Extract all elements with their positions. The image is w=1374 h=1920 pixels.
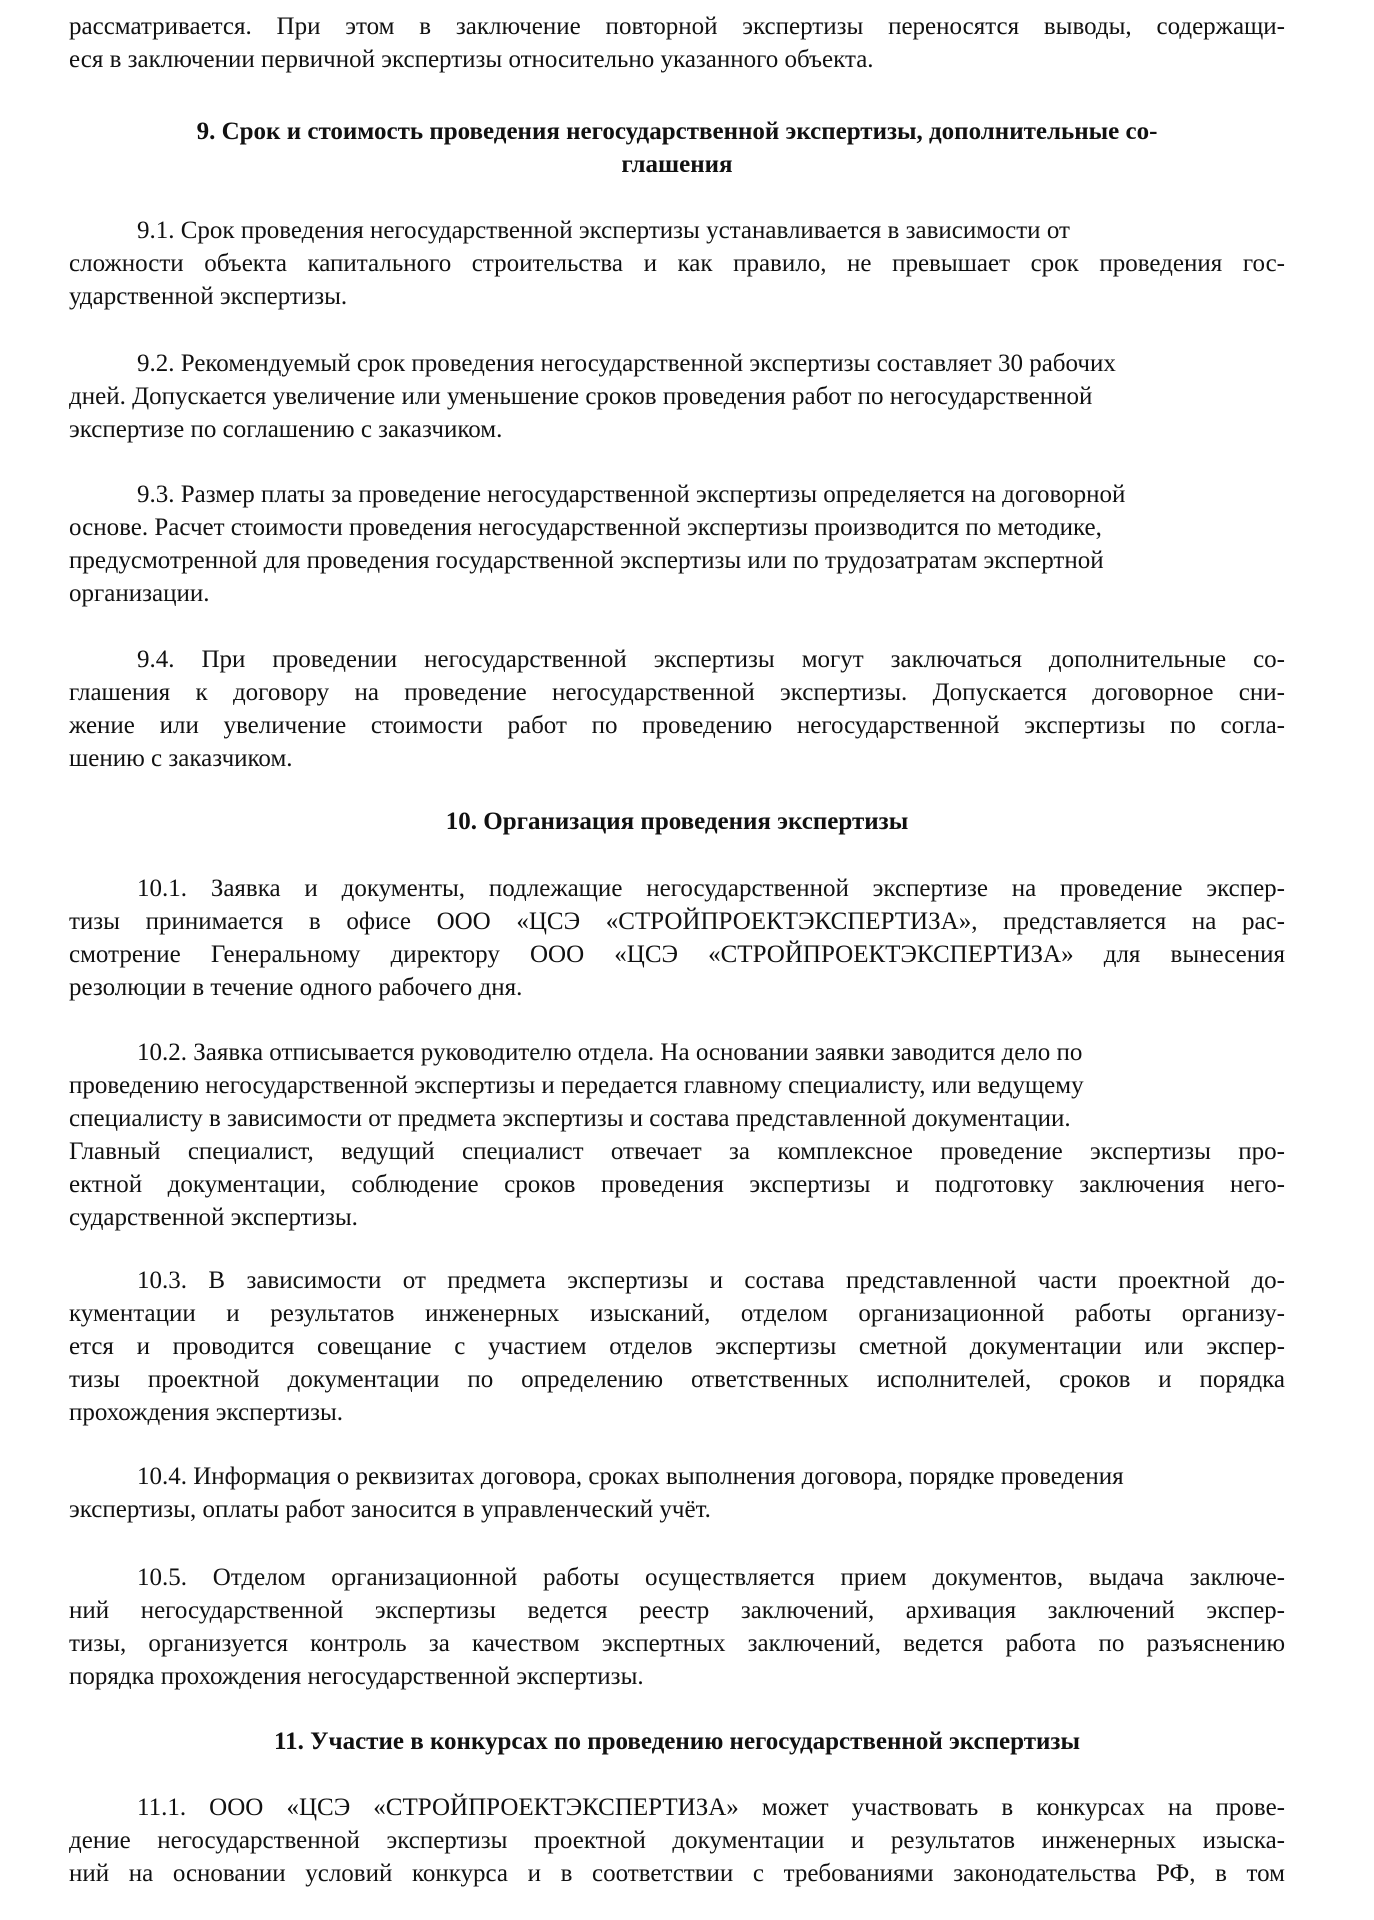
text-line: сударственной экспертизы. xyxy=(69,1204,358,1231)
paragraph xyxy=(69,1264,1285,1429)
text-line: экспертизы, оплаты работ заносится в управленческий учёт. xyxy=(69,1496,711,1523)
text-line: порядка прохождения негосударственной экспертизы. xyxy=(69,1663,644,1690)
text-line: 9.4. При проведении негосударственной экспертизы могут заключаться дополнительные со- xyxy=(137,646,1285,673)
text-line: резолюции в течение одного рабочего дня. xyxy=(69,974,523,1001)
paragraph xyxy=(69,1791,1285,1890)
paragraph xyxy=(69,643,1285,775)
text-line: ется и проводится совещание с участием отделов экспертизы сметной документации или экспер- xyxy=(69,1333,1285,1360)
text-line: 9.3. Размер платы за проведение негосударственной экспертизы определяется на договорной xyxy=(137,481,1126,508)
heading-line: 11. Участие в конкурсах по проведению негосударственной экспертизы xyxy=(274,1728,1080,1755)
text-line: 10.1. Заявка и документы, подлежащие негосударственной экспертизе на проведение экспер- xyxy=(137,875,1285,902)
text-line: Главный специалист, ведущий специалист отвечает за комплексное проведение экспертизы про- xyxy=(69,1138,1285,1165)
text-line: смотрение Генеральному директору ООО «ЦСЭ «СТРОЙПРОЕКТЭКСПЕРТИЗА» для вынесения xyxy=(69,941,1285,968)
text-line: ударственной экспертизы. xyxy=(69,283,348,310)
text-line: ектной документации, соблюдение сроков проведения экспертизы и подготовку заключения него- xyxy=(69,1171,1285,1198)
text-line: организации. xyxy=(69,580,210,607)
text-line: жение или увеличение стоимости работ по проведению негосударственной экспертизы по согла- xyxy=(69,712,1285,739)
text-line: экспертизе по соглашению с заказчиком. xyxy=(69,416,503,443)
heading-line: 10. Организация проведения экспертизы xyxy=(445,808,909,835)
text-line: проведению негосударственной экспертизы и передается главному специалисту, или ведущему xyxy=(69,1072,1084,1099)
text-line: 11.1. ООО «ЦСЭ «СТРОЙПРОЕКТЭКСПЕРТИЗА» может участвовать в конкурсах на прове- xyxy=(137,1794,1285,1821)
paragraph xyxy=(69,478,1285,610)
text-line: ний негосударственной экспертизы ведется реестр заключений, архивация заключений экспер- xyxy=(69,1597,1285,1624)
section-heading xyxy=(69,1725,1285,1758)
text-line: основе. Расчет стоимости проведения негосударственной экспертизы производится по методике, xyxy=(69,514,1102,541)
heading-line: 9. Срок и стоимость проведения негосударственной экспертизы, дополнительные со- xyxy=(196,118,1158,145)
text-line: еся в заключении первичной экспертизы относительно указанного объекта. xyxy=(69,46,874,73)
text-line: дней. Допускается увеличение или уменьшение сроков проведения работ по негосударственной xyxy=(69,383,1093,410)
text-line: 10.4. Информация о реквизитах договора, сроках выполнения договора, порядке проведения xyxy=(137,1463,1124,1490)
text-line: предусмотренной для проведения государственной экспертизы или по трудозатратам экспертной xyxy=(69,547,1104,574)
section-heading xyxy=(69,115,1285,181)
text-line: тизы проектной документации по определению ответственных исполнителей, сроков и порядка xyxy=(69,1366,1285,1393)
section-heading xyxy=(69,805,1285,838)
text-line: 9.2. Рекомендуемый срок проведения негосударственной экспертизы составляет 30 рабочих xyxy=(137,350,1116,377)
paragraph xyxy=(69,214,1285,313)
heading-line: глашения xyxy=(621,151,733,178)
text-line: 10.2. Заявка отписывается руководителю отдела. На основании заявки заводится дело по xyxy=(137,1039,1083,1066)
paragraph xyxy=(69,347,1285,446)
text-line: 10.5. Отделом организационной работы осуществляется прием документов, выдача заключе- xyxy=(137,1564,1285,1591)
text-line: сложности объекта капитального строительства и как правило, не превышает срок проведения гос- xyxy=(69,250,1285,277)
text-line: шению с заказчиком. xyxy=(69,745,293,772)
text-line: рассматривается. При этом в заключение повторной экспертизы переносятся выводы, содержащи- xyxy=(69,13,1285,40)
text-line: тизы, организуется контроль за качеством экспертных заключений, ведется работа по разъяснению xyxy=(69,1630,1285,1657)
text-line: дение негосударственной экспертизы проектной документации и результатов инженерных изыска- xyxy=(69,1827,1285,1854)
paragraph xyxy=(69,10,1285,76)
paragraph xyxy=(69,1561,1285,1693)
text-line: прохождения экспертизы. xyxy=(69,1399,343,1426)
paragraph xyxy=(69,1460,1285,1526)
paragraph xyxy=(69,872,1285,1004)
text-line: ний на основании условий конкурса и в соответствии с требованиями законодательства РФ, в том xyxy=(69,1860,1285,1887)
text-line: кументации и результатов инженерных изысканий, отделом организационной работы организу- xyxy=(69,1300,1285,1327)
text-line: глашения к договору на проведение негосударственной экспертизы. Допускается договорное сни- xyxy=(69,679,1285,706)
text-line: 9.1. Срок проведения негосударственной экспертизы устанавливается в зависимости от xyxy=(137,217,1070,244)
paragraph xyxy=(69,1036,1285,1234)
text-line: тизы принимается в офисе ООО «ЦСЭ «СТРОЙПРОЕКТЭКСПЕРТИЗА», представляется на рас- xyxy=(69,908,1285,935)
text-line: специалисту в зависимости от предмета экспертизы и состава представленной документации. xyxy=(69,1105,1071,1132)
text-line: 10.3. В зависимости от предмета экспертизы и состава представленной части проектной до- xyxy=(137,1267,1285,1294)
